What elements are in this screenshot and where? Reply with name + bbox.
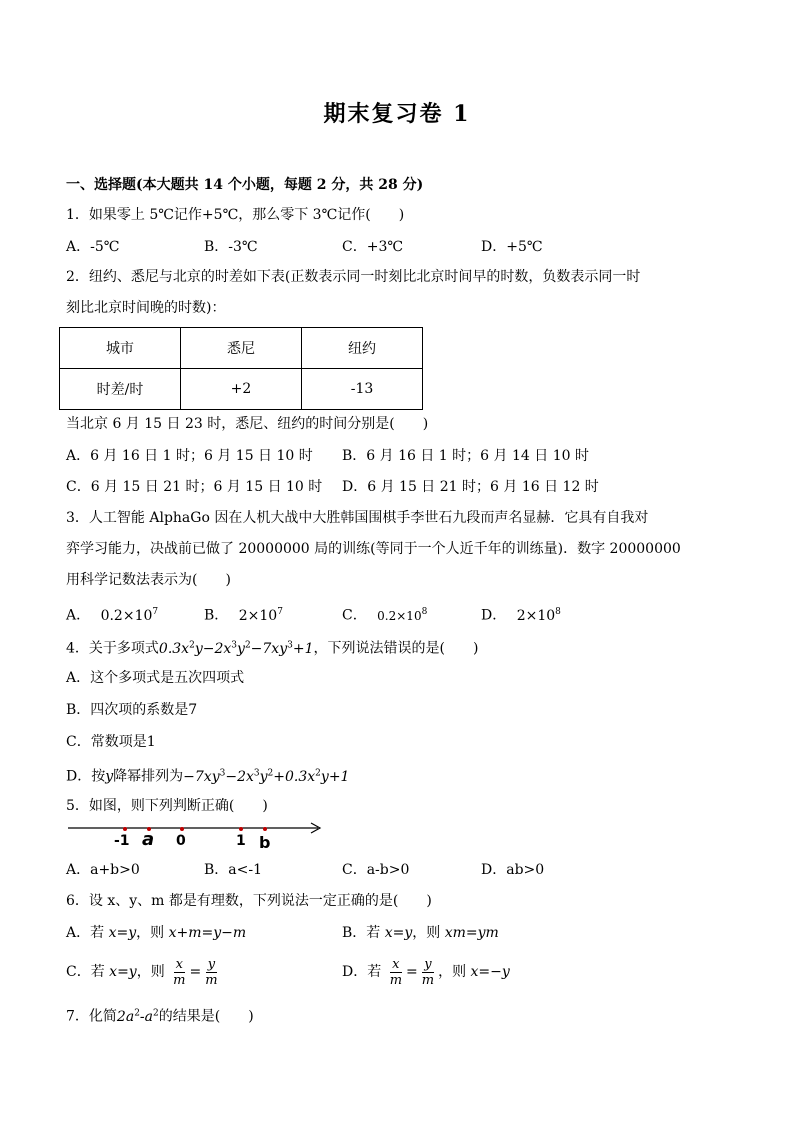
q6-option-c: C．若 x=y，则 $\frac{x}{m}$ = $\frac{y}{m}$: [66, 956, 218, 988]
q2-option-b: B．6 月 16 日 1 时；6 月 14 日 10 时: [342, 448, 589, 464]
q5-option-b: B．a<-1: [204, 862, 263, 878]
q1-option-c: C．+3℃: [342, 239, 404, 255]
question-7-stem: [66, 1004, 254, 1026]
stem-suffix: 的结果是( ): [158, 1008, 254, 1025]
q2-option-a: A．6 月 16 日 1 时；6 月 15 日 10 时: [66, 448, 313, 464]
page-title: 期末复习卷 1: [323, 101, 471, 127]
fraction-y-over-m: $\frac{y}{m}$: [205, 956, 218, 988]
result: x+m=y−m: [168, 925, 247, 941]
q6-option-d: D．若 $\frac{x}{m}$ = $\frac{y}{m}$ ，则 x=−y: [342, 956, 510, 988]
q4-option-a: A．这个多项式是五次四项式: [66, 670, 245, 686]
option-label: C．: [342, 607, 367, 624]
polynomial-expression: $0.3x^2y-2x^3y^2-7xy^3+1$: [158, 640, 314, 657]
option-exponent: 8: [555, 607, 561, 617]
q3-option-b: [204, 603, 283, 625]
fraction-x-over-m: $\frac{x}{m}$: [389, 956, 403, 988]
question-3-stem-line1: 3．人工智能 AlphaGo 因在人机大战中大胜韩国围棋手李世石九段而声名显赫．它具有自我对: [66, 510, 649, 526]
condition: x=y: [109, 964, 137, 980]
option-base: 0.2×10: [100, 607, 153, 624]
number-line: [66, 818, 328, 852]
table-cell: 悉尼: [181, 328, 302, 369]
stem-suffix: ，下列说法错误的是( ): [313, 640, 479, 657]
result: xm=ym: [444, 925, 499, 941]
option-text: ，则: [438, 964, 467, 980]
q4-option-d: [66, 764, 349, 786]
option-variable: y: [105, 768, 114, 785]
option-base: 2×10: [238, 607, 278, 624]
option-label: D．: [481, 607, 507, 624]
table-cell: 时差/时: [60, 369, 181, 410]
q6-option-b: [342, 924, 499, 942]
option-text: ，则: [136, 925, 165, 941]
option-label: B．若: [342, 925, 381, 941]
q3-option-a: [66, 603, 158, 625]
question-2-stem-line1: 2．纽约、悉尼与北京的时差如下表(正数表示同一时刻比北京时间早的时数，负数表示同一时: [66, 269, 641, 285]
q1-option-b: B．-3℃: [204, 239, 258, 255]
q1-option-a: A．-5℃: [66, 239, 120, 255]
q2-option-d: D．6 月 15 日 21 时；6 月 16 日 12 时: [342, 479, 599, 495]
option-label: A．: [66, 607, 91, 624]
table-row: [60, 369, 423, 410]
result: x=−y: [470, 964, 510, 980]
stem-prefix: 4．关于多项式: [66, 640, 159, 657]
fraction-y-over-m: $\frac{y}{m}$: [421, 956, 435, 988]
q1-option-d: D．+5℃: [481, 239, 543, 255]
q4-option-c: [66, 733, 156, 751]
q3-option-d: [481, 603, 561, 625]
label-minus-one: -1: [114, 833, 130, 849]
question-5-stem: 5．如图，则下列判断正确( ): [66, 798, 268, 814]
option-text: C．常数项是: [66, 734, 147, 750]
label-b: b: [259, 833, 271, 852]
q5-option-d: D．ab>0: [481, 862, 545, 878]
option-text: D．按: [66, 768, 106, 785]
question-6-stem: 6．设 x、y、m 都是有理数，下列说法一定正确的是( ): [66, 893, 432, 909]
question-3-stem-line2: 弈学习能力，决战前已做了 20000000 局的训练(等同于一个人近千年的训练量)．数字 20000000: [66, 541, 681, 557]
expression: $2a^2-a^2$: [116, 1008, 159, 1025]
stem-prefix: 7．化简: [66, 1008, 117, 1025]
option-label: C．若: [66, 964, 105, 980]
table-cell: -13: [302, 369, 423, 410]
option-value: 7: [188, 702, 198, 718]
option-value: 1: [146, 734, 156, 750]
option-label: D．若: [342, 964, 382, 980]
label-one: 1: [236, 833, 246, 849]
question-4-stem: [66, 636, 478, 658]
option-text: ，则: [412, 925, 441, 941]
table-row: [60, 328, 423, 369]
option-exponent: 7: [277, 607, 283, 617]
table-cell: +2: [181, 369, 302, 410]
condition: x=y: [108, 925, 137, 941]
polynomial-expression: $-7xy^3-2x^3y^2+0.3x^2y+1$: [183, 768, 350, 785]
q6-option-a: [66, 924, 246, 942]
option-base: 2×10: [516, 607, 556, 624]
question-2-stem-line3: 当北京 6 月 15 日 23 时，悉尼、纽约的时间分别是( ): [66, 416, 429, 432]
q3-option-c: [342, 603, 427, 625]
q2-option-c: C．6 月 15 日 21 时；6 月 15 日 10 时: [66, 479, 323, 495]
section-heading: 一、选择题(本大题共 14 个小题，每题 2 分，共 28 分): [66, 177, 424, 193]
option-exponent: 7: [152, 607, 159, 617]
option-exponent: 8: [421, 607, 428, 617]
option-text: 降幂排列为: [113, 768, 184, 785]
label-zero: 0: [176, 833, 186, 849]
question-3-stem-line3: 用科学记数法表示为( ): [66, 572, 231, 588]
q4-option-b: [66, 701, 197, 719]
q5-option-a: A．a+b>0: [66, 862, 140, 878]
time-difference-table: [59, 327, 423, 410]
option-text: ，则: [136, 964, 165, 980]
q5-option-c: C．a-b>0: [342, 862, 410, 878]
question-2-stem-line2: 刻比北京时间晚的时数)：: [66, 300, 226, 316]
option-base: 0.2×10: [377, 608, 422, 623]
fraction-x-over-m: $\frac{x}{m}$: [173, 956, 186, 988]
label-a: a: [142, 829, 155, 850]
option-text: B．四次项的系数是: [66, 702, 189, 718]
option-label: B．: [204, 607, 229, 624]
table-cell: 纽约: [302, 328, 423, 369]
table-cell: 城市: [60, 328, 181, 369]
number-line-graphic: [66, 818, 328, 852]
question-1-stem: 1．如果零上 5℃记作+5℃，那么零下 3℃记作( ): [66, 207, 405, 223]
option-label: A．若: [66, 925, 105, 941]
condition: x=y: [384, 925, 413, 941]
